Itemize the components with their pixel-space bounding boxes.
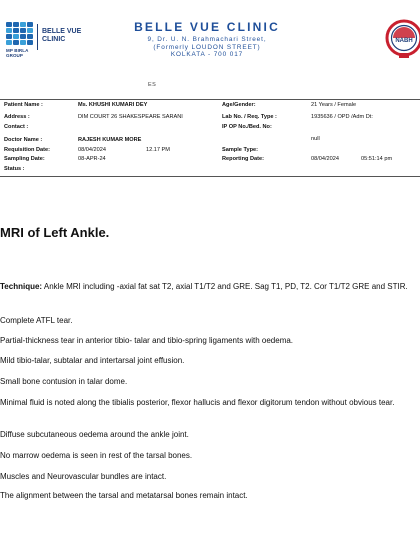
finding-item: Complete ATFL tear. [0,316,73,325]
finding-item: Small bone contusion in talar dome. [0,377,128,386]
logo-grid-icon [6,22,34,48]
badge-text: NABH [395,38,413,44]
patient-field-label: Patient Name : [4,102,43,108]
clinic-address-line2: (Formerly LOUDON STREET) [153,43,261,51]
patient-field-value: Ms. KHUSHI KUMARI DEY [78,102,148,108]
finding-item: No marrow oedema is seen in rest of the tarsal bones. [0,451,193,460]
finding-item: Minimal fluid is noted along the tibialis posterior, flexor hallucis and flexor digitorum tendon without obvious tear. [0,398,395,407]
patient-field-value: 08-APR-24 [78,156,106,162]
patient-field-value: 08/04/2024 [78,146,106,153]
report-title: MRI of Left Ankle. [0,225,110,240]
clinic-address-line1: 9, Dr. U. N. Brahmachari Street, [147,36,267,43]
patient-field-label: Reporting Date: [222,156,264,162]
patient-field-label: Contact : [4,123,29,130]
patient-field-value: 08/04/2024 [311,156,339,162]
logo-name-line2: CLINIC [42,35,66,43]
divider-top [0,99,420,100]
accreditation-badge-icon [384,18,420,62]
logo-name-line1: BELLE VUE [42,28,82,35]
patient-field-label: Requisition Date: [4,146,50,153]
patient-field-value: 21 Years / Female [311,102,357,108]
finding-item: Partial-thickness tear in anterior tibio- talar and tibio-spring ligaments with oedema. [0,336,294,345]
hospital-logo [6,22,86,58]
clinic-address-line3: KOLKATA - 700 017 [170,51,244,58]
logo-divider [37,24,38,50]
technique-paragraph [0,282,410,292]
patient-field-value: null [311,135,320,142]
patient-field-label: Status : [4,166,25,172]
patient-field-label: Address : [4,114,30,120]
document-code: ES [148,82,157,88]
patient-field-label: Sampling Date: [4,156,45,162]
finding-item: The alignment between the tarsal and metatarsal bones remain intact. [0,491,248,500]
logo-name [42,28,81,43]
patient-field-label: Sample Type: [222,146,258,153]
technique-label: Technique: [0,282,43,291]
divider-bottom [0,176,420,177]
technique-text: Ankle MRI including -axial fat sat T2, axial T1/T2 and GRE. Sag T1, PD, T2. Cor T1/T2 GRE and STIR. [42,282,408,291]
finding-item: Diffuse subcutaneous oedema around the ankle joint. [0,430,189,439]
patient-field-label: Lab No. / Req. Type : [222,114,277,120]
patient-field-value: RAJESH KUMAR MORE [78,137,142,143]
patient-field-value: DIM COURT 26 SHAKESPEARE SARANI [78,114,183,120]
patient-field-label: Doctor Name : [4,137,43,143]
patient-field-value: 1935636 / OPD /Adm Dt: [311,114,373,120]
group-name: MP BIRLA GROUP [6,48,29,58]
patient-field-label: Age/Gender: [222,102,256,108]
patient-field-value-secondary: 12.17 PM [146,146,170,153]
patient-field-label: IP OP No./Bed. No: [222,123,272,130]
finding-item: Mild tibio-talar, subtalar and intertarsal joint effusion. [0,356,185,365]
clinic-name: BELLE VUE CLINIC [134,20,280,34]
finding-item: Muscles and Neurovascular bundles are intact. [0,472,167,481]
patient-field-value-secondary: 05:51:14 pm [361,156,393,162]
